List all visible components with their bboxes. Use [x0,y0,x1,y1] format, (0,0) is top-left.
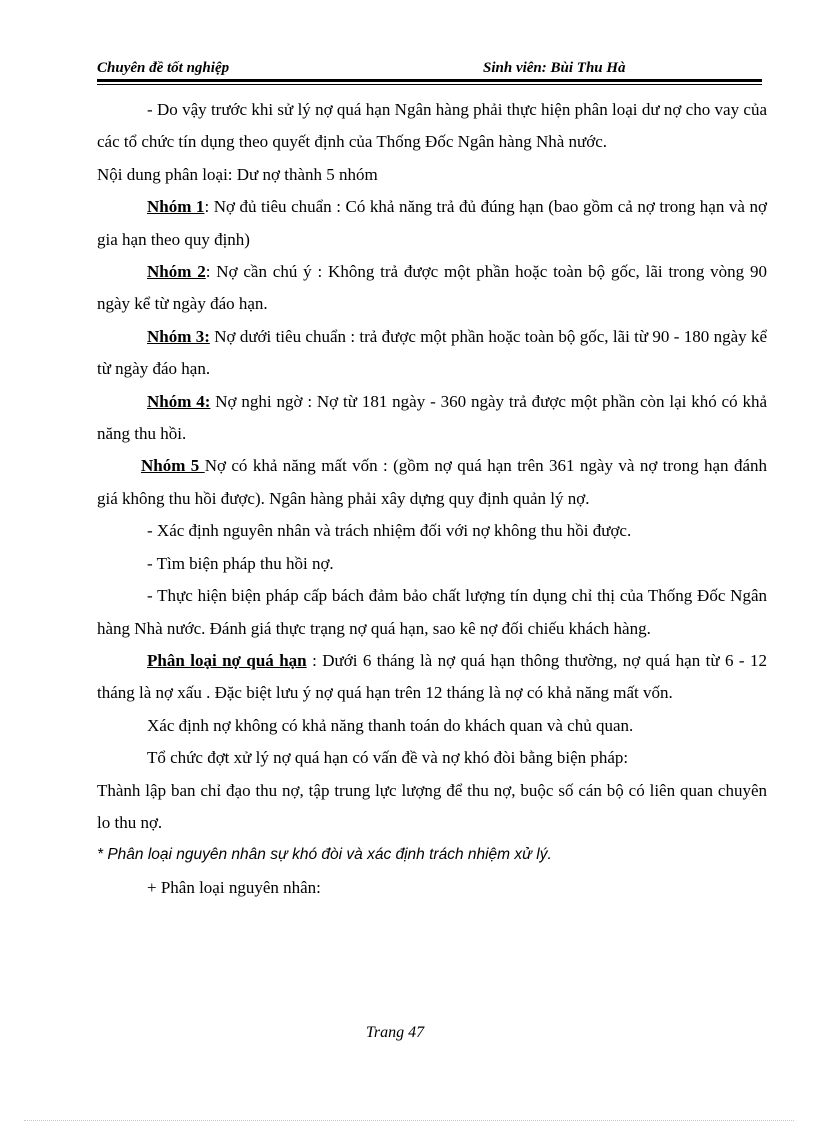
paragraph-group-2 [97,256,767,321]
group-2-text: : Nợ cần chú ý : Không trả được một phần hoặc toàn bộ gốc, lãi trong vòng 90 ngày kể từ ngày đáo hạn. [97,262,767,314]
header-student-name: Sinh viên: Bùi Thu Hà [483,60,626,76]
group-2-label: Nhóm 2 [147,262,206,282]
paragraph-group-5 [97,450,767,515]
group-1-label: Nhóm 1 [147,197,205,217]
header-divider-thick [97,79,762,82]
group-5-text: Nợ có khả năng mất vốn : (gồm nợ quá hạn trên 361 ngày và nợ trong hạn đánh giá không thu hồi được). Ngân hàng phải xây dựng quy định quản lý nợ. [97,456,767,508]
group-3-label: Nhóm 3: [147,326,210,346]
group-3-text: Nợ dưới tiêu chuẩn : trả được một phần hoặc toàn bộ gốc, lãi từ 90 - 180 ngày kể từ ngày đáo hạn. [97,326,767,379]
paragraph-group-4 [97,386,767,451]
bullet-urgent-measures: - Thực hiện biện pháp cấp bách đảm bảo chất lượng tín dụng chỉ thị của Thống Đốc Ngân hàng Nhà nước. Đánh giá thực trạng nợ quá hạn, sao kê nợ đối chiếu khách hàng. [97,586,767,638]
group-5-label: Nhóm 5 [141,456,205,476]
overdue-classification-text: : Dưới 6 tháng là nợ quá hạn thông thường, nợ quá hạn từ 6 - 12 tháng là nợ xấu . Đặc biệt lưu ý nợ quá hạn trên 12 tháng là nợ có khả năng mất vốn. [97,650,767,703]
header-divider-thin [97,84,762,85]
note-cause-classification: * Phân loại nguyên nhân sự khó đòi và xác định trách nhiệm xử lý. [97,846,552,864]
paragraph-intro: - Do vậy trước khi sử lý nợ quá hạn Ngân hàng phải thực hiện phân loại dư nợ cho vay của các tổ chức tín dụng theo quyết định của Thống Đốc Ngân hàng Nhà nước. [97,100,767,152]
page-bottom-border [24,1120,794,1121]
group-4-text: Nợ nghi ngờ : Nợ từ 181 ngày - 360 ngày trả được một phần còn lại khó có khả năng thu hồi. [97,391,767,444]
paragraph-organize-handling: Tổ chức đợt xử lý nợ quá hạn có vấn đề và nợ khó đòi bằng biện pháp: [147,748,629,768]
paragraph-group-1 [97,191,767,256]
page-header [97,56,762,80]
paragraph-cause-classification: + Phân loại nguyên nhân: [147,877,321,897]
paragraph-group-3 [97,321,767,386]
page-number: Trang 47 [365,1024,425,1041]
bullet-determine-cause: - Xác định nguyên nhân và trách nhiệm đối với nợ không thu hồi được. [147,521,632,541]
paragraph-establish-committee: Thành lập ban chỉ đạo thu nợ, tập trung lực lượng để thu nợ, buộc số cán bộ có liên quan chuyên lo thu nợ. [97,780,767,832]
overdue-classification-label: Phân loại nợ quá hạn [147,650,307,670]
paragraph-determine-nonpayable: Xác định nợ không có khả năng thanh toán do khách quan và chủ quan. [147,715,634,735]
header-thesis-title: Chuyên đề tốt nghiệp [97,60,230,76]
group-1-text: : Nợ đủ tiêu chuẩn : Có khả năng trả đủ đúng hạn (bao gồm cả nợ trong hạn và nợ gia hạn theo quy định) [97,197,767,249]
paragraph-overdue-classification [97,645,767,710]
group-4-label: Nhóm 4: [147,391,211,411]
bullet-find-recovery: - Tìm biện pháp thu hồi nợ. [147,553,334,573]
paragraph-classification-heading: Nội dung phân loại: Dư nợ thành 5 nhóm [97,164,378,184]
document-body [97,94,767,904]
